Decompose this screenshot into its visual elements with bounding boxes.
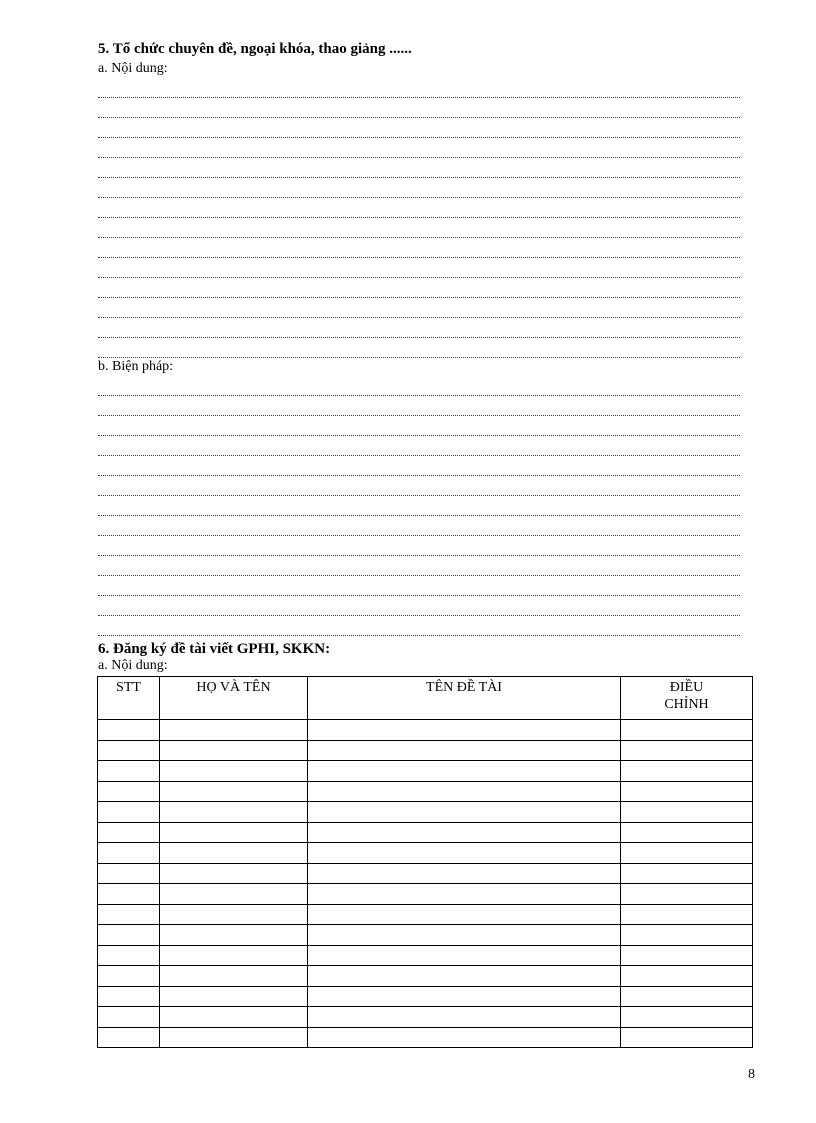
- table-cell[interactable]: [621, 945, 753, 966]
- table-cell[interactable]: [308, 904, 621, 925]
- table-row: [98, 1027, 753, 1048]
- dotted-line: [98, 118, 740, 138]
- table-cell[interactable]: [621, 966, 753, 987]
- dotted-line: [98, 158, 740, 178]
- table-row: [98, 802, 753, 823]
- section-5-content-lines: [98, 78, 740, 358]
- table-row: [98, 925, 753, 946]
- dotted-line: [98, 78, 740, 98]
- table-cell[interactable]: [98, 1007, 160, 1028]
- table-cell[interactable]: [160, 884, 308, 905]
- table-cell[interactable]: [160, 945, 308, 966]
- table-cell[interactable]: [621, 761, 753, 782]
- table-cell[interactable]: [621, 986, 753, 1007]
- dotted-line: [98, 278, 740, 298]
- dotted-line: [98, 436, 740, 456]
- header-full-name: HỌ VÀ TÊN: [160, 677, 308, 720]
- dotted-line: [98, 596, 740, 616]
- table-cell[interactable]: [160, 966, 308, 987]
- header-stt: STT: [98, 677, 160, 720]
- dotted-line: [98, 416, 740, 436]
- table-cell[interactable]: [160, 802, 308, 823]
- table-cell[interactable]: [98, 863, 160, 884]
- topic-registration-table: [97, 676, 753, 1048]
- dotted-line: [98, 218, 740, 238]
- table-row: [98, 720, 753, 741]
- table-cell[interactable]: [308, 720, 621, 741]
- table-row: [98, 740, 753, 761]
- table-cell[interactable]: [98, 884, 160, 905]
- table-cell[interactable]: [621, 1007, 753, 1028]
- table-row: [98, 904, 753, 925]
- table-row: [98, 966, 753, 987]
- table-cell[interactable]: [621, 843, 753, 864]
- table-cell[interactable]: [160, 925, 308, 946]
- table-cell[interactable]: [308, 986, 621, 1007]
- header-adjustment-text: ĐIỀU CHỈNH: [664, 680, 709, 712]
- table-cell[interactable]: [308, 843, 621, 864]
- table-cell[interactable]: [308, 1007, 621, 1028]
- table-cell[interactable]: [98, 720, 160, 741]
- table-cell[interactable]: [160, 863, 308, 884]
- table-cell[interactable]: [98, 761, 160, 782]
- table-cell[interactable]: [98, 802, 160, 823]
- table-row: [98, 986, 753, 1007]
- section-5-measures-label: b. Biện pháp:: [98, 359, 174, 374]
- table-cell[interactable]: [160, 720, 308, 741]
- table-cell[interactable]: [98, 986, 160, 1007]
- table-cell[interactable]: [98, 740, 160, 761]
- table-cell[interactable]: [308, 884, 621, 905]
- table-cell[interactable]: [98, 925, 160, 946]
- header-adjustment: [621, 677, 753, 720]
- table-cell[interactable]: [160, 843, 308, 864]
- table-cell[interactable]: [621, 1027, 753, 1048]
- table-cell[interactable]: [308, 863, 621, 884]
- header-topic-name: TÊN ĐỀ TÀI: [308, 677, 621, 720]
- table-row: [98, 781, 753, 802]
- table-row: [98, 945, 753, 966]
- table-row: [98, 884, 753, 905]
- dotted-line: [98, 198, 740, 218]
- dotted-line: [98, 258, 740, 278]
- dotted-line: [98, 516, 740, 536]
- dotted-line: [98, 396, 740, 416]
- section-6-heading: 6. Đăng ký đề tài viết GPHI, SKKN:: [98, 641, 331, 657]
- section-5-content-label: a. Nội dung:: [98, 61, 168, 76]
- dotted-line: [98, 456, 740, 476]
- table-cell[interactable]: [308, 966, 621, 987]
- table-cell[interactable]: [308, 925, 621, 946]
- table-cell[interactable]: [160, 986, 308, 1007]
- table-cell[interactable]: [621, 720, 753, 741]
- table-cell[interactable]: [621, 884, 753, 905]
- section-5-heading: 5. Tổ chức chuyên đề, ngoại khóa, thao giảng ......: [98, 41, 412, 57]
- table-cell[interactable]: [160, 740, 308, 761]
- section-5-measures-lines: [98, 376, 740, 636]
- table-cell[interactable]: [308, 761, 621, 782]
- table-cell[interactable]: [98, 945, 160, 966]
- table-cell[interactable]: [98, 1027, 160, 1048]
- dotted-line: [98, 376, 740, 396]
- dotted-line: [98, 238, 740, 258]
- table-header-row: [98, 677, 753, 720]
- table-cell[interactable]: [621, 822, 753, 843]
- table-cell[interactable]: [308, 740, 621, 761]
- dotted-line: [98, 138, 740, 158]
- table-cell[interactable]: [621, 802, 753, 823]
- table-cell[interactable]: [160, 1007, 308, 1028]
- table-cell[interactable]: [621, 781, 753, 802]
- table-row: [98, 863, 753, 884]
- table-row: [98, 1007, 753, 1028]
- table-cell[interactable]: [98, 843, 160, 864]
- table-cell[interactable]: [98, 781, 160, 802]
- table-cell[interactable]: [98, 966, 160, 987]
- table-cell[interactable]: [621, 740, 753, 761]
- table-cell[interactable]: [160, 781, 308, 802]
- dotted-line: [98, 496, 740, 516]
- dotted-line: [98, 338, 740, 358]
- dotted-line: [98, 476, 740, 496]
- table-cell[interactable]: [98, 822, 160, 843]
- dotted-line: [98, 556, 740, 576]
- table-cell[interactable]: [621, 863, 753, 884]
- dotted-line: [98, 536, 740, 556]
- page-number: 8: [748, 1067, 755, 1082]
- table-row: [98, 843, 753, 864]
- table-cell[interactable]: [98, 904, 160, 925]
- table-cell[interactable]: [621, 904, 753, 925]
- dotted-line: [98, 178, 740, 198]
- table-cell[interactable]: [308, 1027, 621, 1048]
- section-6-content-label: a. Nội dung:: [98, 658, 168, 673]
- dotted-line: [98, 576, 740, 596]
- dotted-line: [98, 298, 740, 318]
- table-cell[interactable]: [160, 822, 308, 843]
- table-row: [98, 761, 753, 782]
- dotted-line: [98, 616, 740, 636]
- table-cell[interactable]: [160, 904, 308, 925]
- table-cell[interactable]: [308, 802, 621, 823]
- table-cell[interactable]: [160, 761, 308, 782]
- table-cell[interactable]: [308, 822, 621, 843]
- table-cell[interactable]: [308, 781, 621, 802]
- dotted-line: [98, 318, 740, 338]
- table-cell[interactable]: [160, 1027, 308, 1048]
- table-cell[interactable]: [621, 925, 753, 946]
- dotted-line: [98, 98, 740, 118]
- table-row: [98, 822, 753, 843]
- table-cell[interactable]: [308, 945, 621, 966]
